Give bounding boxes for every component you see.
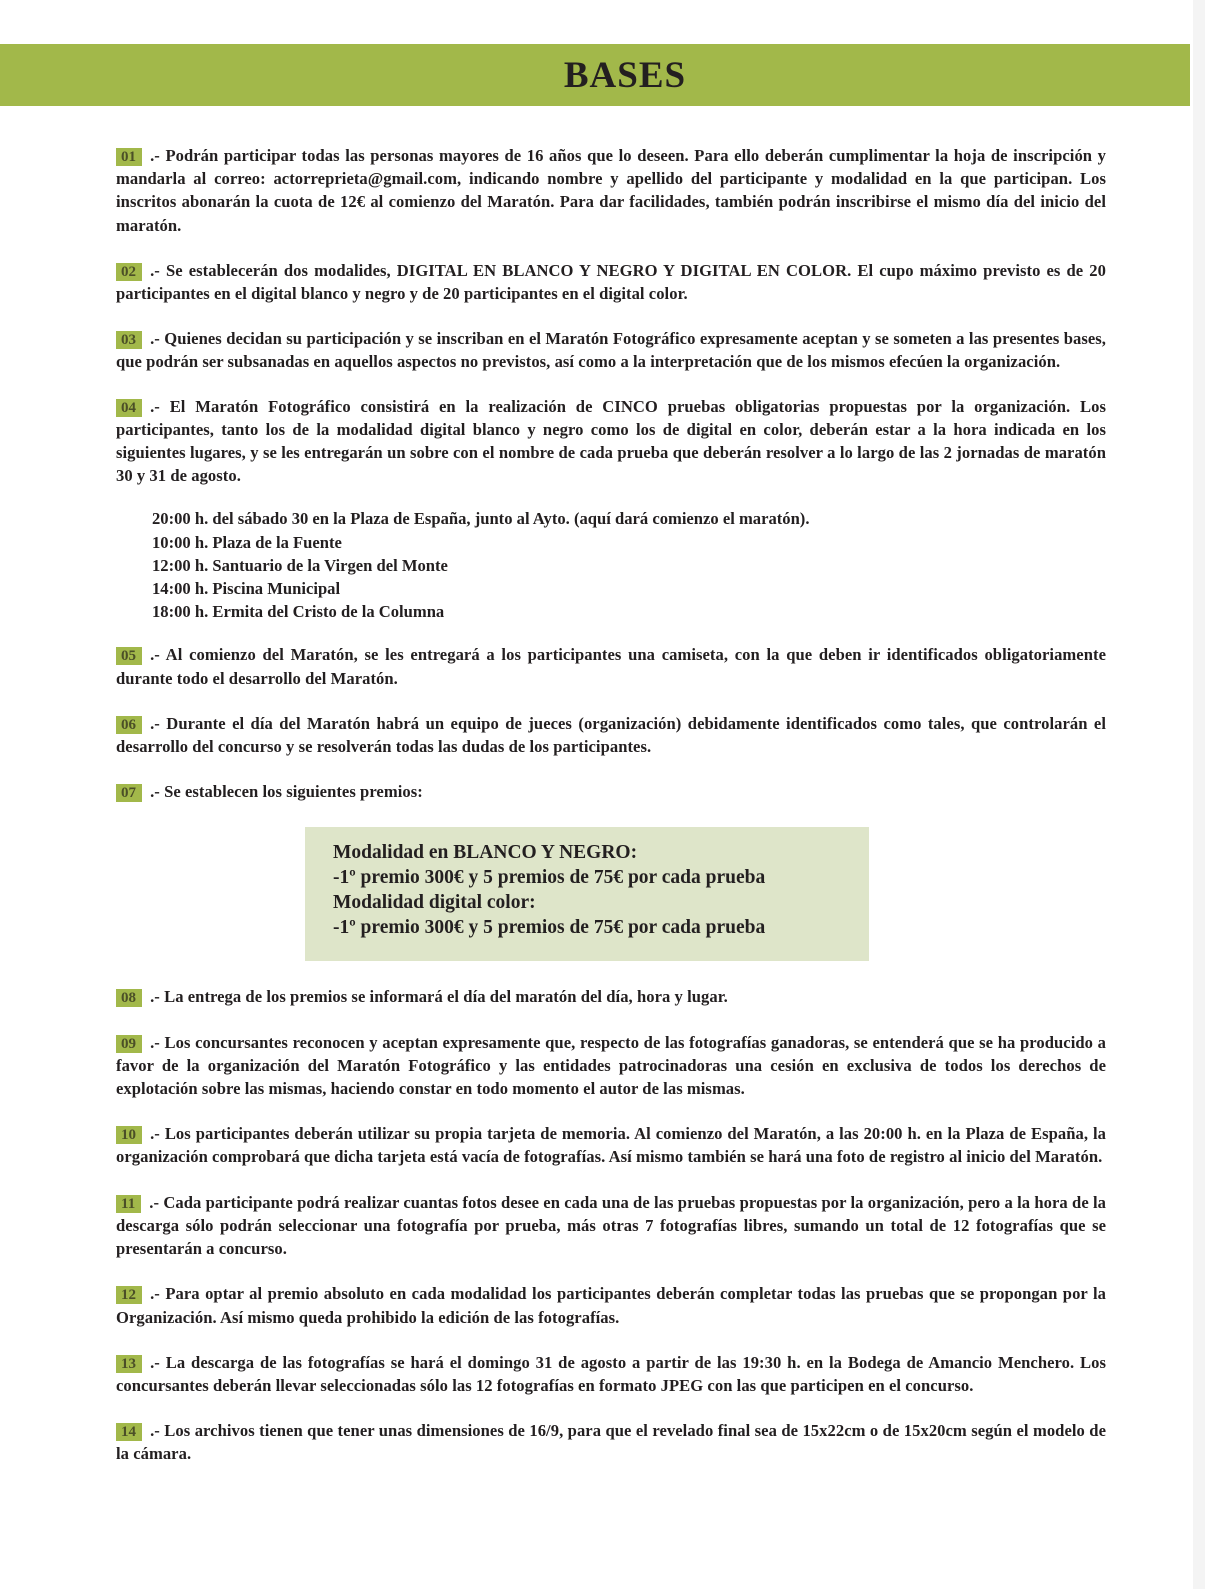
header-bar [0,44,1190,106]
clause-text: .- Podrán participar todas las personas mayores de 16 años que lo deseen. Para ello deberán cumplimentar la hoja de inscripción y mandarla al correo: actorreprieta@gmail.com, indicando nombre y apellido del participante y modalidad en la que participan. Los inscritos abonarán la cuota de 12€ al comienzo del Maratón. Para dar facilidades, también podrán inscribirse el mismo día del inicio del maratón. [116,146,1106,235]
clause-07 [116,780,1106,803]
clause-number: 07 [116,784,142,802]
clause-number: 12 [116,1286,142,1304]
clause-number: 08 [116,989,142,1007]
clause-number: 04 [116,399,142,417]
clause-03 [116,327,1106,373]
clause-text: .- Los participantes deberán utilizar su propia tarjeta de memoria. Al comienzo del Maratón, a las 20:00 h. en la Plaza de España, la organización comprobará que dicha tarjeta está vacía de fotografías. Así mismo también se hará una foto de registro al inicio del Maratón. [116,1124,1106,1167]
schedule-item: 18:00 h. Ermita del Cristo de la Columna [152,602,445,622]
clause-12 [116,1282,1106,1328]
clause-text: .- Durante el día del Maratón habrá un equipo de jueces (organización) debidamente identificados como tales, que controlarán el desarrollo del concurso y se resolverán todas las dudas de los participantes. [116,713,1106,757]
page-edge [1193,0,1205,1589]
clause-number: 09 [116,1035,142,1053]
clause-number: 10 [116,1126,142,1144]
clause-14 [116,1419,1106,1465]
page-title: BASES [563,54,687,96]
prize-color-detail: -1º premio 300€ y 5 premios de 75€ por cada prueba [333,916,766,938]
clause-number: 11 [116,1195,141,1213]
clause-06 [116,712,1106,758]
clause-text: .- El Maratón Fotográfico consistirá en la realización de CINCO pruebas obligatorias propuestas por la organización. Los participantes, tanto los de la modalidad digital blanco y negro como los de digital en color, deberán estar a la hora indicada en los siguientes lugares, y se les entregarán un sobre con el nombre de cada prueba que deberán resolver a lo largo de las 2 jornadas de maratón 30 y 31 de agosto. [116,396,1106,486]
clause-text: .- Quienes decidan su participación y se inscriban en el Maratón Fotográfico expresamente aceptan y se someten a las presentes bases, que podrán ser subsanadas en aquellos aspectos no previstos, así como a la interpretación que de los mismos efecúen la organización. [116,329,1106,372]
clause-11 [116,1191,1106,1261]
clause-text: .- Los concursantes reconocen y aceptan expresamente que, respecto de las fotografías ganadoras, se entenderá que se ha producido a favor de la organización del Maratón Fotográfico y las entidades patrocinadoras una cesión en exclusiva de todos los derechos de explotación sobre las mismas, haciendo constar en todo momento el autor de las mismas. [116,1032,1106,1099]
prize-bw-detail: -1º premio 300€ y 5 premios de 75€ por cada prueba [333,867,766,889]
clause-02 [116,259,1106,305]
schedule-list [152,507,1106,623]
clause-number: 14 [116,1423,142,1441]
top-margin [0,0,1205,44]
clause-text: .- Para optar al premio absoluto en cada modalidad los participantes deberán completar todas las pruebas que se propongan por la Organización. Así mismo queda prohibido la edición de las fotografías. [116,1284,1106,1327]
prizes-box [305,827,869,961]
clause-text: .- Se establecen los siguientes premios: [150,782,423,802]
clause-number: 05 [116,647,142,665]
schedule-item: 10:00 h. Plaza de la Fuente [152,532,342,552]
clause-number: 01 [116,148,142,166]
clause-08 [116,985,1106,1008]
clause-number: 06 [116,716,142,734]
schedule-item: 20:00 h. del sábado 30 en la Plaza de España, junto al Ayto. (aquí dará comienzo el maratón). [152,509,810,529]
schedule-item: 12:00 h. Santuario de la Virgen del Monte [152,555,448,575]
clause-number: 13 [116,1355,142,1373]
clause-01 [116,144,1106,237]
prize-color-title: Modalidad digital color: [333,892,536,914]
clause-number: 03 [116,331,142,349]
clause-04 [116,395,1106,488]
clause-text: .- Los archivos tienen que tener unas dimensiones de 16/9, para que el revelado final sea de 15x22cm o de 15x20cm según el modelo de la cámara. [116,1421,1106,1464]
clause-09 [116,1031,1106,1101]
clause-text: .- La descarga de las fotografías se hará el domingo 31 de agosto a partir de las 19:30 h. en la Bodega de Amancio Menchero. Los concursantes deberán llevar seleccionadas sólo las 12 fotografías en formato JPEG con las que participen en el concurso. [116,1352,1106,1395]
clause-05 [116,643,1106,689]
clause-text: .- La entrega de los premios se informará el día del maratón del día, hora y lugar. [150,987,728,1007]
schedule-item: 14:00 h. Piscina Municipal [152,579,341,599]
clause-text: .- Al comienzo del Maratón, se les entregará a los participantes una camiseta, con la que deben ir identificados obligatoriamente durante todo el desarrollo del Maratón. [116,645,1106,688]
clause-number: 02 [116,263,142,281]
clause-13 [116,1351,1106,1397]
prize-bw-title: Modalidad en BLANCO Y NEGRO: [333,842,638,864]
rules-content [116,144,1106,1466]
clause-10 [116,1122,1106,1168]
clause-text: .- Se establecerán dos modalides, DIGITAL EN BLANCO Y NEGRO Y DIGITAL EN COLOR. El cupo máximo previsto es de 20 participantes en el digital blanco y negro y de 20 participantes en el digital color. [116,260,1106,304]
clause-text: .- Cada participante podrá realizar cuantas fotos desee en cada una de las pruebas propuestas por la organización, pero a la hora de la descarga sólo podrán seleccionar una fotografía por prueba, más otras 7 fotografías libres, sumando un total de 12 fotografías que se presentarán a concurso. [116,1192,1106,1259]
